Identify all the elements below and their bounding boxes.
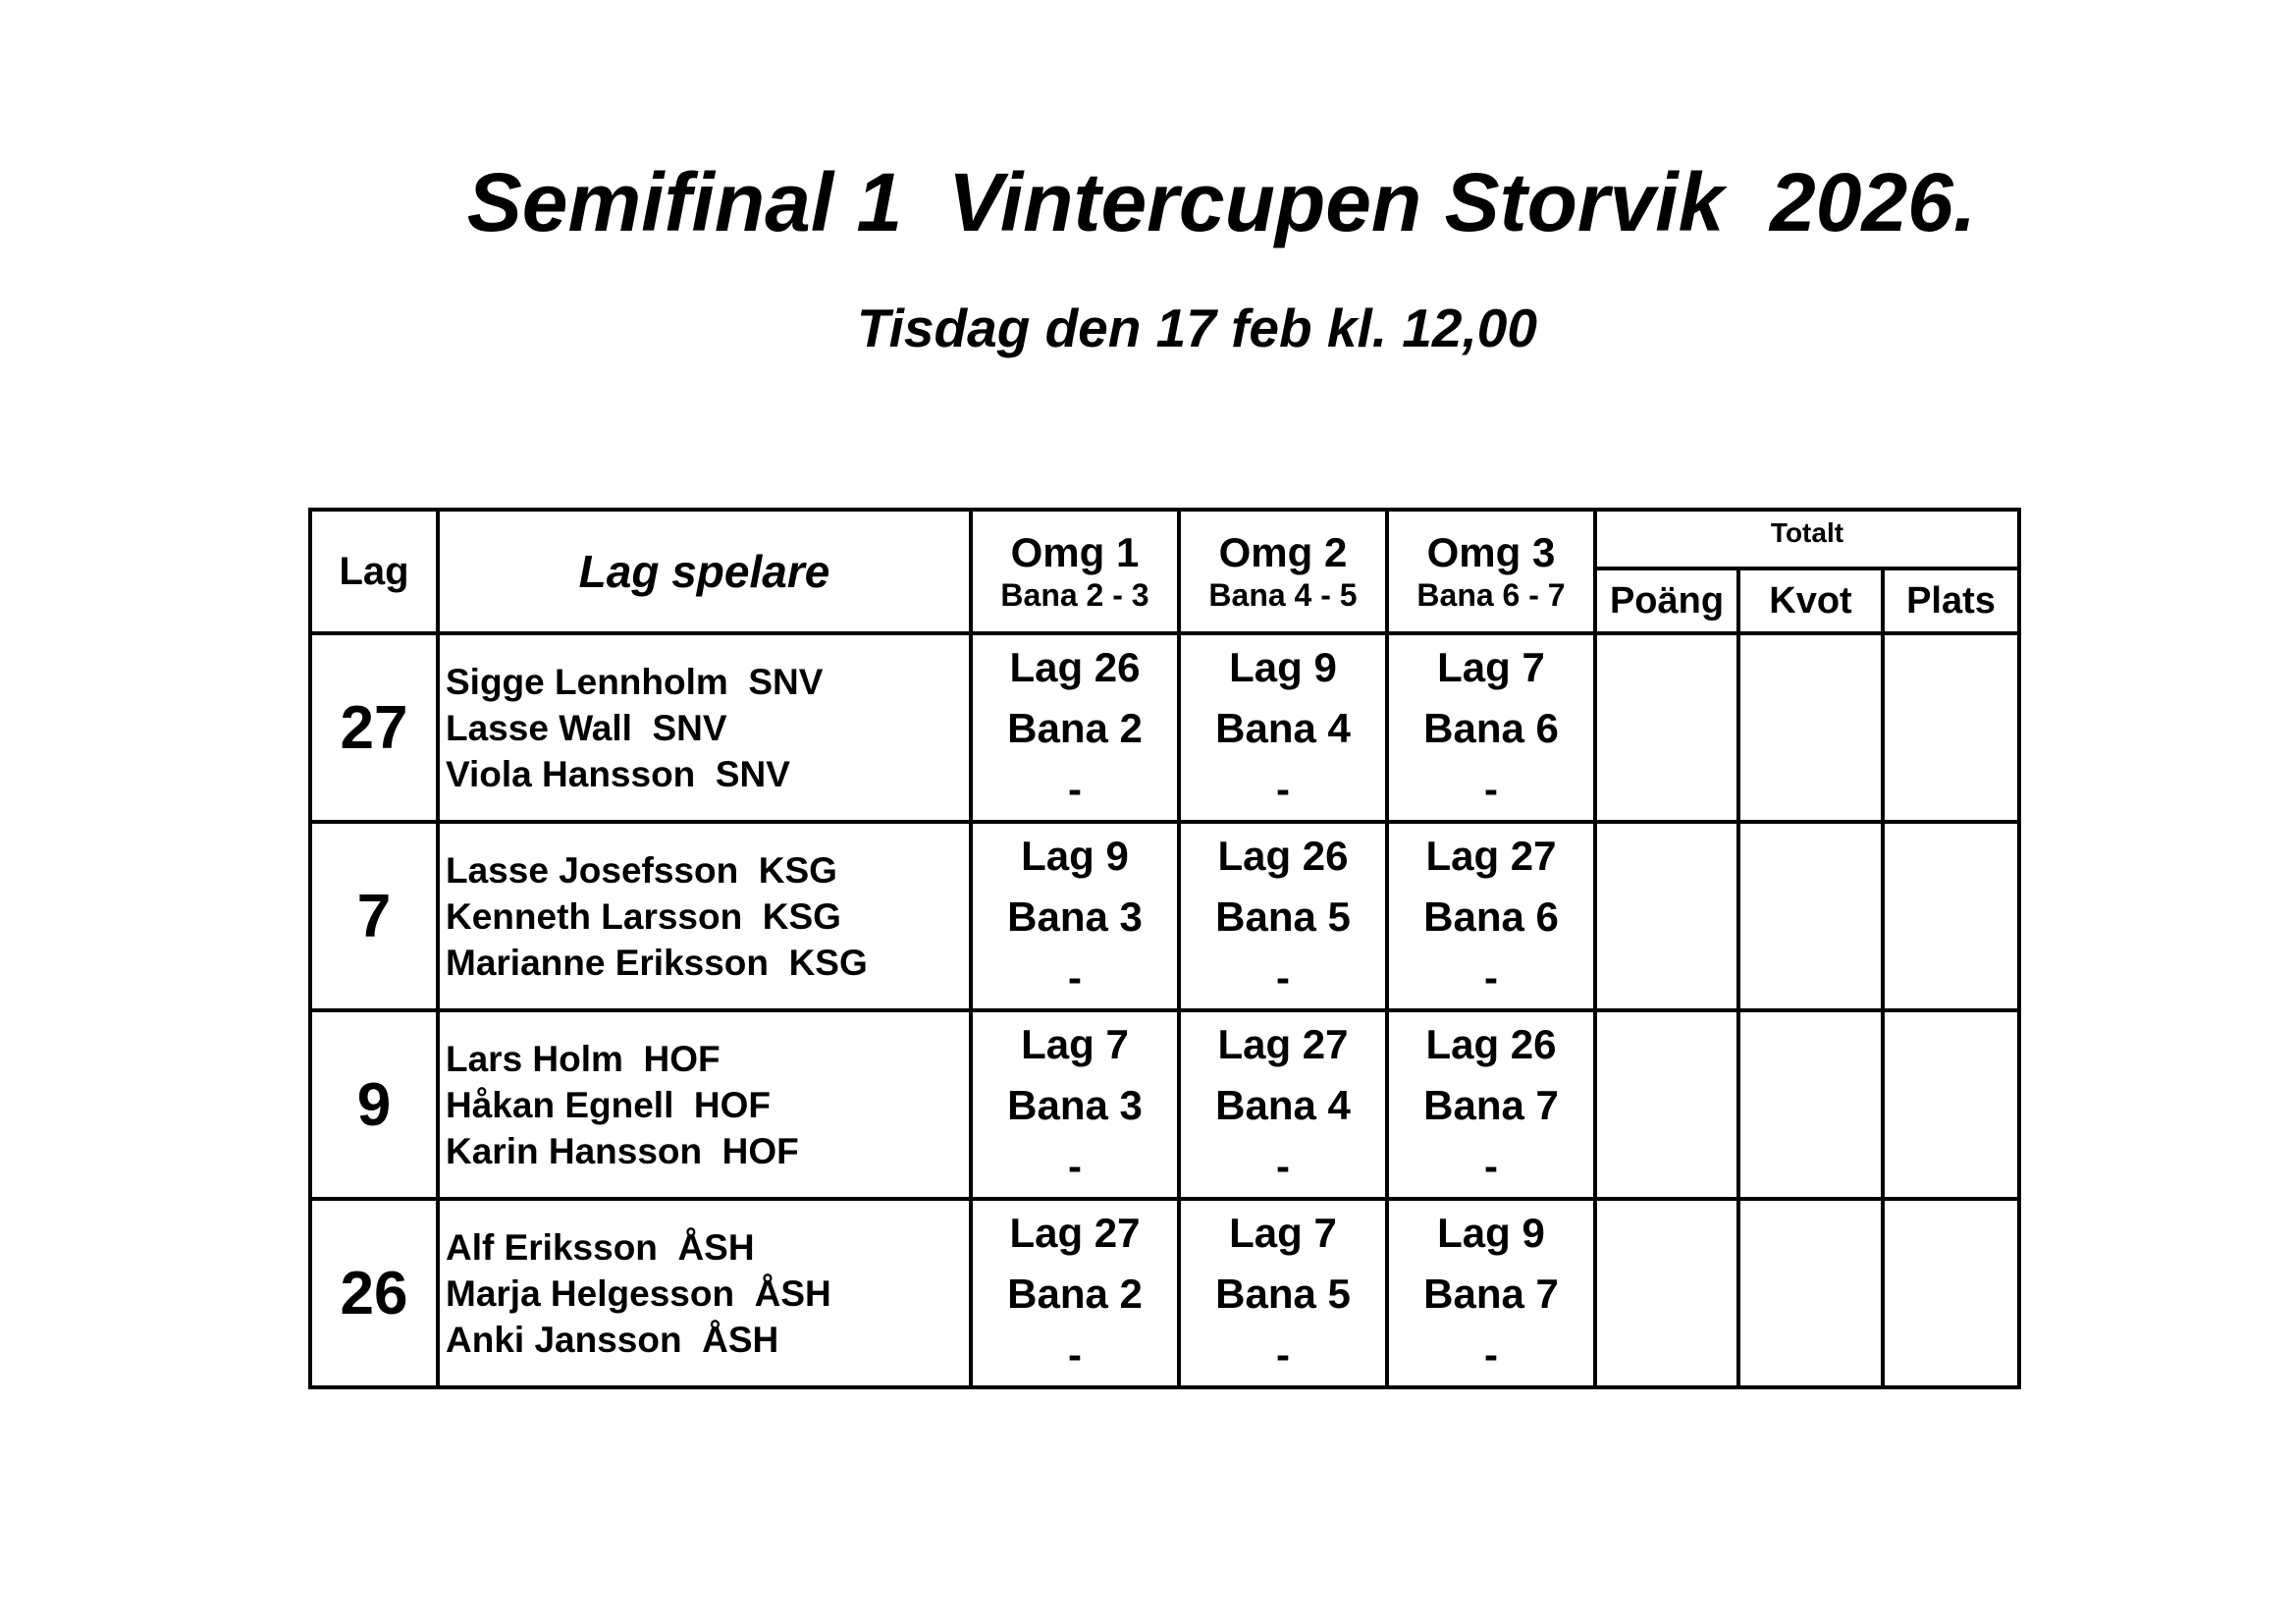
- match-opponent: Lag 9: [1021, 833, 1129, 879]
- match-lane: Bana 4: [1215, 1082, 1351, 1128]
- match-result: -: [1484, 1143, 1498, 1189]
- match-result: -: [1068, 1143, 1082, 1189]
- player-name: Karin Hansson HOF: [446, 1130, 799, 1171]
- match-opponent: Lag 27: [1009, 1210, 1141, 1256]
- plats-cell: [1883, 1010, 2019, 1199]
- page-subtitle: Tisdag den 17 feb kl. 12,00: [857, 298, 1537, 358]
- match-result: -: [1276, 766, 1290, 812]
- match-opponent: Lag 26: [1425, 1021, 1557, 1067]
- player-name: Lasse Josefsson KSG: [446, 849, 837, 891]
- poang-cell: [1595, 1199, 1738, 1387]
- match-lane: Bana 3: [1007, 1082, 1143, 1128]
- match-opponent: Lag 9: [1437, 1210, 1545, 1256]
- match-cell: [1387, 633, 1595, 822]
- plats-cell: [1883, 633, 2019, 822]
- round-lanes: Bana 4 - 5: [1208, 576, 1358, 613]
- match-opponent: Lag 26: [1009, 644, 1141, 690]
- match-cell: [971, 822, 1179, 1010]
- match-result: -: [1276, 954, 1290, 1001]
- plats-cell: [1883, 822, 2019, 1010]
- player-name: Alf Eriksson ÅSH: [446, 1226, 755, 1268]
- kvot-cell: [1738, 1010, 1883, 1199]
- match-opponent: Lag 27: [1425, 833, 1557, 879]
- round-label: Omg 3: [1426, 529, 1556, 576]
- team-number: 26: [310, 1199, 438, 1387]
- match-opponent: Lag 7: [1437, 644, 1545, 690]
- header-round-3: [1387, 510, 1595, 633]
- player-name: Viola Hansson SNV: [446, 753, 790, 794]
- header-lag: Lag: [310, 510, 438, 633]
- match-lane: Bana 6: [1423, 705, 1559, 751]
- team-row: [310, 1010, 2019, 1199]
- header-round-1: [971, 510, 1179, 633]
- player-name: Håkan Egnell HOF: [446, 1084, 772, 1125]
- schedule-table: [308, 508, 2021, 1389]
- round-label: Omg 2: [1218, 529, 1348, 576]
- match-result: -: [1068, 766, 1082, 812]
- match-lane: Bana 6: [1423, 893, 1559, 940]
- kvot-cell: [1738, 822, 1883, 1010]
- match-lane: Bana 5: [1215, 893, 1351, 940]
- player-name: Kenneth Larsson KSG: [446, 895, 841, 937]
- match-opponent: Lag 9: [1229, 644, 1337, 690]
- match-lane: Bana 3: [1007, 893, 1143, 940]
- page-title: Semifinal 1 Vintercupen Storvik 2026.: [466, 156, 1977, 248]
- header-kvot: Kvot: [1738, 568, 1883, 633]
- match-cell: [1179, 1199, 1387, 1387]
- poang-cell: [1595, 822, 1738, 1010]
- header-players: Lag spelare: [438, 510, 971, 633]
- round-label: Omg 1: [1010, 529, 1140, 576]
- player-name: Lars Holm HOF: [446, 1038, 721, 1079]
- match-opponent: Lag 7: [1021, 1021, 1129, 1067]
- match-cell: [1387, 1010, 1595, 1199]
- player-name: Sigge Lennholm SNV: [446, 661, 824, 702]
- plats-cell: [1883, 1199, 2019, 1387]
- match-cell: [1179, 822, 1387, 1010]
- match-lane: Bana 4: [1215, 705, 1351, 751]
- match-lane: Bana 7: [1423, 1082, 1559, 1128]
- match-result: -: [1276, 1143, 1290, 1189]
- match-result: -: [1068, 954, 1082, 1001]
- team-players: [438, 822, 971, 1010]
- kvot-cell: [1738, 633, 1883, 822]
- kvot-cell: [1738, 1199, 1883, 1387]
- header-totalt: Totalt: [1595, 510, 2019, 568]
- match-opponent: Lag 26: [1217, 833, 1349, 879]
- player-name: Marja Helgesson ÅSH: [446, 1272, 831, 1314]
- team-row: [310, 633, 2019, 822]
- poang-cell: [1595, 633, 1738, 822]
- team-players: [438, 633, 971, 822]
- header-poang: Poäng: [1595, 568, 1738, 633]
- match-result: -: [1484, 1331, 1498, 1378]
- match-result: -: [1276, 1331, 1290, 1378]
- match-lane: Bana 7: [1423, 1271, 1559, 1317]
- match-opponent: Lag 27: [1217, 1021, 1349, 1067]
- match-cell: [1179, 1010, 1387, 1199]
- team-row: [310, 1199, 2019, 1387]
- match-cell: [971, 1010, 1179, 1199]
- team-row: [310, 822, 2019, 1010]
- match-cell: [1179, 633, 1387, 822]
- header-round-2: [1179, 510, 1387, 633]
- round-lanes: Bana 2 - 3: [1000, 576, 1149, 613]
- team-number: 27: [310, 633, 438, 822]
- team-players: [438, 1199, 971, 1387]
- header-plats: Plats: [1883, 568, 2019, 633]
- player-name: Marianne Eriksson KSG: [446, 942, 868, 983]
- match-opponent: Lag 7: [1229, 1210, 1337, 1256]
- poang-cell: [1595, 1010, 1738, 1199]
- match-cell: [971, 633, 1179, 822]
- match-lane: Bana 2: [1007, 1271, 1143, 1317]
- match-result: -: [1068, 1331, 1082, 1378]
- player-name: Anki Jansson ÅSH: [446, 1319, 779, 1360]
- match-lane: Bana 5: [1215, 1271, 1351, 1317]
- round-lanes: Bana 6 - 7: [1416, 576, 1566, 613]
- match-lane: Bana 2: [1007, 705, 1143, 751]
- team-number: 7: [310, 822, 438, 1010]
- match-cell: [971, 1199, 1179, 1387]
- match-result: -: [1484, 954, 1498, 1001]
- match-result: -: [1484, 766, 1498, 812]
- team-players: [438, 1010, 971, 1199]
- team-number: 9: [310, 1010, 438, 1199]
- match-cell: [1387, 822, 1595, 1010]
- player-name: Lasse Wall SNV: [446, 707, 727, 748]
- match-cell: [1387, 1199, 1595, 1387]
